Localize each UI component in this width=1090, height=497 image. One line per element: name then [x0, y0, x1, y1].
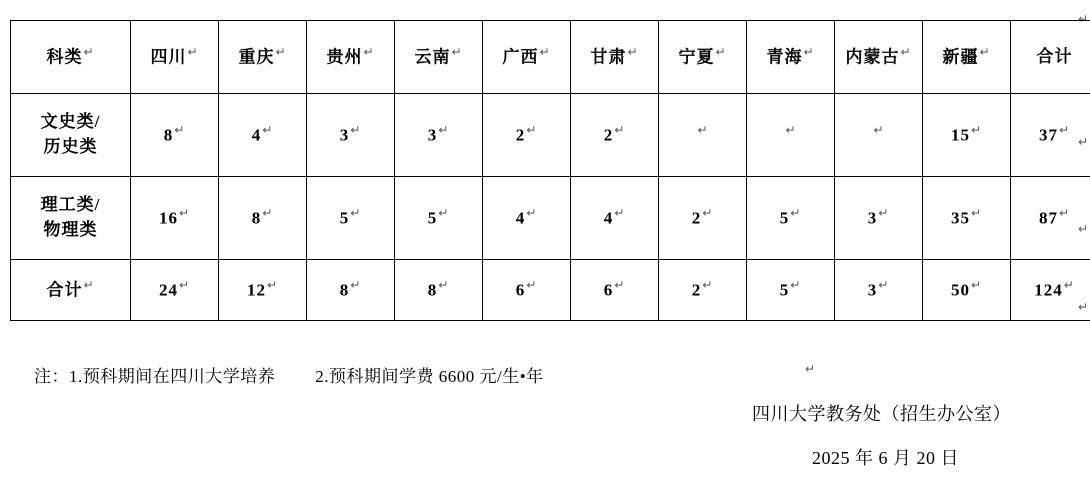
- header-cell-xinjiang: [923, 21, 1011, 94]
- cell-number: 3: [867, 208, 878, 228]
- row-label-total: [11, 260, 131, 321]
- paragraph-mark-icon: ↵: [178, 205, 191, 220]
- cell-value-total: [1011, 260, 1090, 321]
- cell-number: 6: [603, 280, 614, 300]
- cell-number: 3: [427, 125, 438, 145]
- paragraph-mark-icon: ↵: [970, 277, 983, 292]
- cell-number: 8: [339, 280, 350, 300]
- cell-number: 12: [246, 280, 266, 300]
- header-label: 重庆: [238, 47, 275, 67]
- paragraph-mark-icon: ↵: [83, 44, 95, 59]
- paragraph-mark-icon: ↵: [526, 277, 538, 292]
- cell-number: 5: [779, 208, 790, 228]
- table-total-row: [11, 260, 1090, 321]
- cell-value: [219, 260, 307, 321]
- cell-value: [307, 177, 395, 260]
- paragraph-mark-icon: ↵: [526, 205, 538, 220]
- cell-value: [747, 94, 835, 177]
- cell-value-total: [1011, 94, 1090, 177]
- cell-number: 37: [1038, 125, 1058, 145]
- cell-number: 8: [251, 208, 262, 228]
- header-cell-yunnan: [395, 21, 483, 94]
- header-label: 新疆: [942, 47, 979, 67]
- cell-number: 2: [691, 280, 702, 300]
- cell-value: [483, 260, 571, 321]
- paragraph-mark-icon: ↵: [1078, 12, 1089, 26]
- cell-value: [395, 94, 483, 177]
- paragraph-mark-icon: ↵: [526, 122, 538, 137]
- footnote-prefix: 注：: [34, 367, 69, 386]
- header-cell-inner-mongolia: [835, 21, 923, 94]
- paragraph-mark-icon: ↵: [697, 122, 709, 137]
- paragraph-mark-icon: ↵: [350, 205, 362, 220]
- cell-value-total: [1011, 177, 1090, 260]
- cell-value: [835, 177, 923, 260]
- paragraph-mark-icon: ↵: [803, 44, 815, 59]
- paragraph-mark-icon: ↵: [1078, 300, 1089, 314]
- cell-number: 4: [251, 125, 262, 145]
- paragraph-mark-icon: ↵: [900, 44, 912, 59]
- cell-value: [131, 177, 219, 260]
- cell-number: 2: [691, 208, 702, 228]
- paragraph-mark-icon: ↵: [614, 122, 626, 137]
- cell-number: 5: [339, 208, 350, 228]
- paragraph-mark-icon: ↵: [451, 44, 463, 59]
- cell-number: 3: [339, 125, 350, 145]
- paragraph-mark-icon: ↵: [262, 122, 274, 137]
- cell-value: [483, 177, 571, 260]
- cell-value: [659, 177, 747, 260]
- cell-number: 50: [950, 280, 970, 300]
- row-label-line1: 理工类/: [40, 195, 101, 215]
- paragraph-mark-icon: ↵: [702, 205, 714, 220]
- cell-value: [571, 260, 659, 321]
- paragraph-mark-icon: ↵: [350, 122, 362, 137]
- header-label: 广西: [502, 47, 539, 67]
- cell-value: [923, 94, 1011, 177]
- cell-value: [747, 177, 835, 260]
- paragraph-mark-icon: ↵: [970, 122, 983, 137]
- paragraph-mark-icon: ↵: [83, 277, 95, 292]
- table-row: [11, 177, 1090, 260]
- paragraph-mark-icon: ↵: [1078, 135, 1089, 149]
- footnote-item-2: 2.预科期间学费 6600 元/生•年: [315, 367, 544, 386]
- cell-number: 5: [427, 208, 438, 228]
- paragraph-mark-icon: ↵: [539, 44, 551, 59]
- cell-number: 6: [515, 280, 526, 300]
- paragraph-mark-icon: ↵: [614, 205, 626, 220]
- cell-value: [571, 177, 659, 260]
- paragraph-mark-icon: ↵: [702, 277, 714, 292]
- cell-number: 8: [427, 280, 438, 300]
- header-cell-qinghai: [747, 21, 835, 94]
- header-cell-subject: [11, 21, 131, 94]
- header-label: 青海: [766, 47, 803, 67]
- enrollment-quota-table: [10, 20, 1090, 321]
- row-label-science: [11, 177, 131, 260]
- header-label: 合计: [1036, 46, 1073, 66]
- cell-value: [659, 260, 747, 321]
- cell-number: 4: [515, 208, 526, 228]
- cell-value: [219, 177, 307, 260]
- header-cell-gansu: [571, 21, 659, 94]
- cell-value: [131, 94, 219, 177]
- issuer-signature: 四川大学教务处（招生办公室）: [752, 404, 1011, 424]
- cell-value: [395, 260, 483, 321]
- cell-number: 16: [158, 208, 178, 228]
- table-row: [11, 94, 1090, 177]
- header-cell-guizhou: [307, 21, 395, 94]
- header-label: 内蒙古: [845, 47, 900, 67]
- paragraph-mark-icon: ↵: [790, 205, 802, 220]
- header-label: 贵州: [326, 47, 363, 67]
- paragraph-mark-icon: ↵: [438, 277, 450, 292]
- footnote-item-1: 1.预科期间在四川大学培养: [69, 367, 276, 386]
- paragraph-mark-icon: ↵: [979, 44, 991, 59]
- header-cell-ningxia: [659, 21, 747, 94]
- paragraph-mark-icon: ↵: [805, 362, 816, 376]
- cell-number: 24: [158, 280, 178, 300]
- paragraph-mark-icon: ↵: [1063, 277, 1075, 292]
- header-cell-sichuan: [131, 21, 219, 94]
- paragraph-mark-icon: ↵: [178, 277, 191, 292]
- cell-value: [835, 260, 923, 321]
- row-label-liberal-arts: [11, 94, 131, 177]
- cell-number: 35: [950, 208, 970, 228]
- paragraph-mark-icon: ↵: [187, 44, 199, 59]
- paragraph-mark-icon: ↵: [627, 44, 639, 59]
- header-label: 科类: [46, 47, 83, 67]
- row-label-line2: 历史类: [43, 137, 98, 156]
- cell-number: 4: [603, 208, 614, 228]
- cell-value: [923, 177, 1011, 260]
- cell-value: [659, 94, 747, 177]
- cell-number: 124: [1034, 280, 1063, 300]
- paragraph-mark-icon: ↵: [715, 44, 727, 59]
- cell-number: 5: [779, 280, 790, 300]
- issue-date: 2025 年 6 月 20 日: [812, 448, 959, 468]
- cell-number: 15: [950, 125, 970, 145]
- footnote: [34, 362, 544, 387]
- table-header-row: [11, 21, 1090, 94]
- cell-value: [747, 260, 835, 321]
- paragraph-mark-icon: ↵: [1058, 122, 1071, 137]
- cell-number: 2: [515, 125, 526, 145]
- paragraph-mark-icon: ↵: [785, 122, 797, 137]
- paragraph-mark-icon: ↵: [1058, 205, 1071, 220]
- header-cell-total: [1011, 21, 1090, 94]
- header-label: 四川: [150, 47, 187, 67]
- paragraph-mark-icon: ↵: [1078, 222, 1089, 236]
- row-label-line1: 文史类/: [40, 112, 101, 132]
- paragraph-mark-icon: ↵: [878, 205, 890, 220]
- cell-value: [483, 94, 571, 177]
- cell-number: 87: [1038, 208, 1058, 228]
- paragraph-mark-icon: ↵: [438, 205, 450, 220]
- cell-value: [131, 260, 219, 321]
- header-label: 甘肃: [590, 47, 627, 67]
- cell-number: 3: [867, 280, 878, 300]
- cell-value: [571, 94, 659, 177]
- cell-value: [307, 260, 395, 321]
- cell-number: 2: [603, 125, 614, 145]
- row-label-line2: 物理类: [43, 220, 98, 239]
- header-cell-guangxi: [483, 21, 571, 94]
- cell-number: 8: [163, 125, 174, 145]
- cell-value: [219, 94, 307, 177]
- paragraph-mark-icon: ↵: [878, 277, 890, 292]
- paragraph-mark-icon: ↵: [262, 205, 274, 220]
- header-label: 宁夏: [678, 47, 715, 67]
- cell-value: [395, 177, 483, 260]
- cell-value: [923, 260, 1011, 321]
- paragraph-mark-icon: ↵: [790, 277, 802, 292]
- cell-value: [835, 94, 923, 177]
- paragraph-mark-icon: ↵: [266, 277, 279, 292]
- paragraph-mark-icon: ↵: [275, 44, 287, 59]
- paragraph-mark-icon: ↵: [363, 44, 375, 59]
- row-label-line1: 合计: [46, 280, 83, 300]
- paragraph-mark-icon: ↵: [174, 122, 186, 137]
- paragraph-mark-icon: ↵: [970, 205, 983, 220]
- header-cell-chongqing: [219, 21, 307, 94]
- paragraph-mark-icon: ↵: [873, 122, 885, 137]
- paragraph-mark-icon: ↵: [350, 277, 362, 292]
- header-label: 云南: [414, 47, 451, 67]
- cell-value: [307, 94, 395, 177]
- paragraph-mark-icon: ↵: [438, 122, 450, 137]
- paragraph-mark-icon: ↵: [614, 277, 626, 292]
